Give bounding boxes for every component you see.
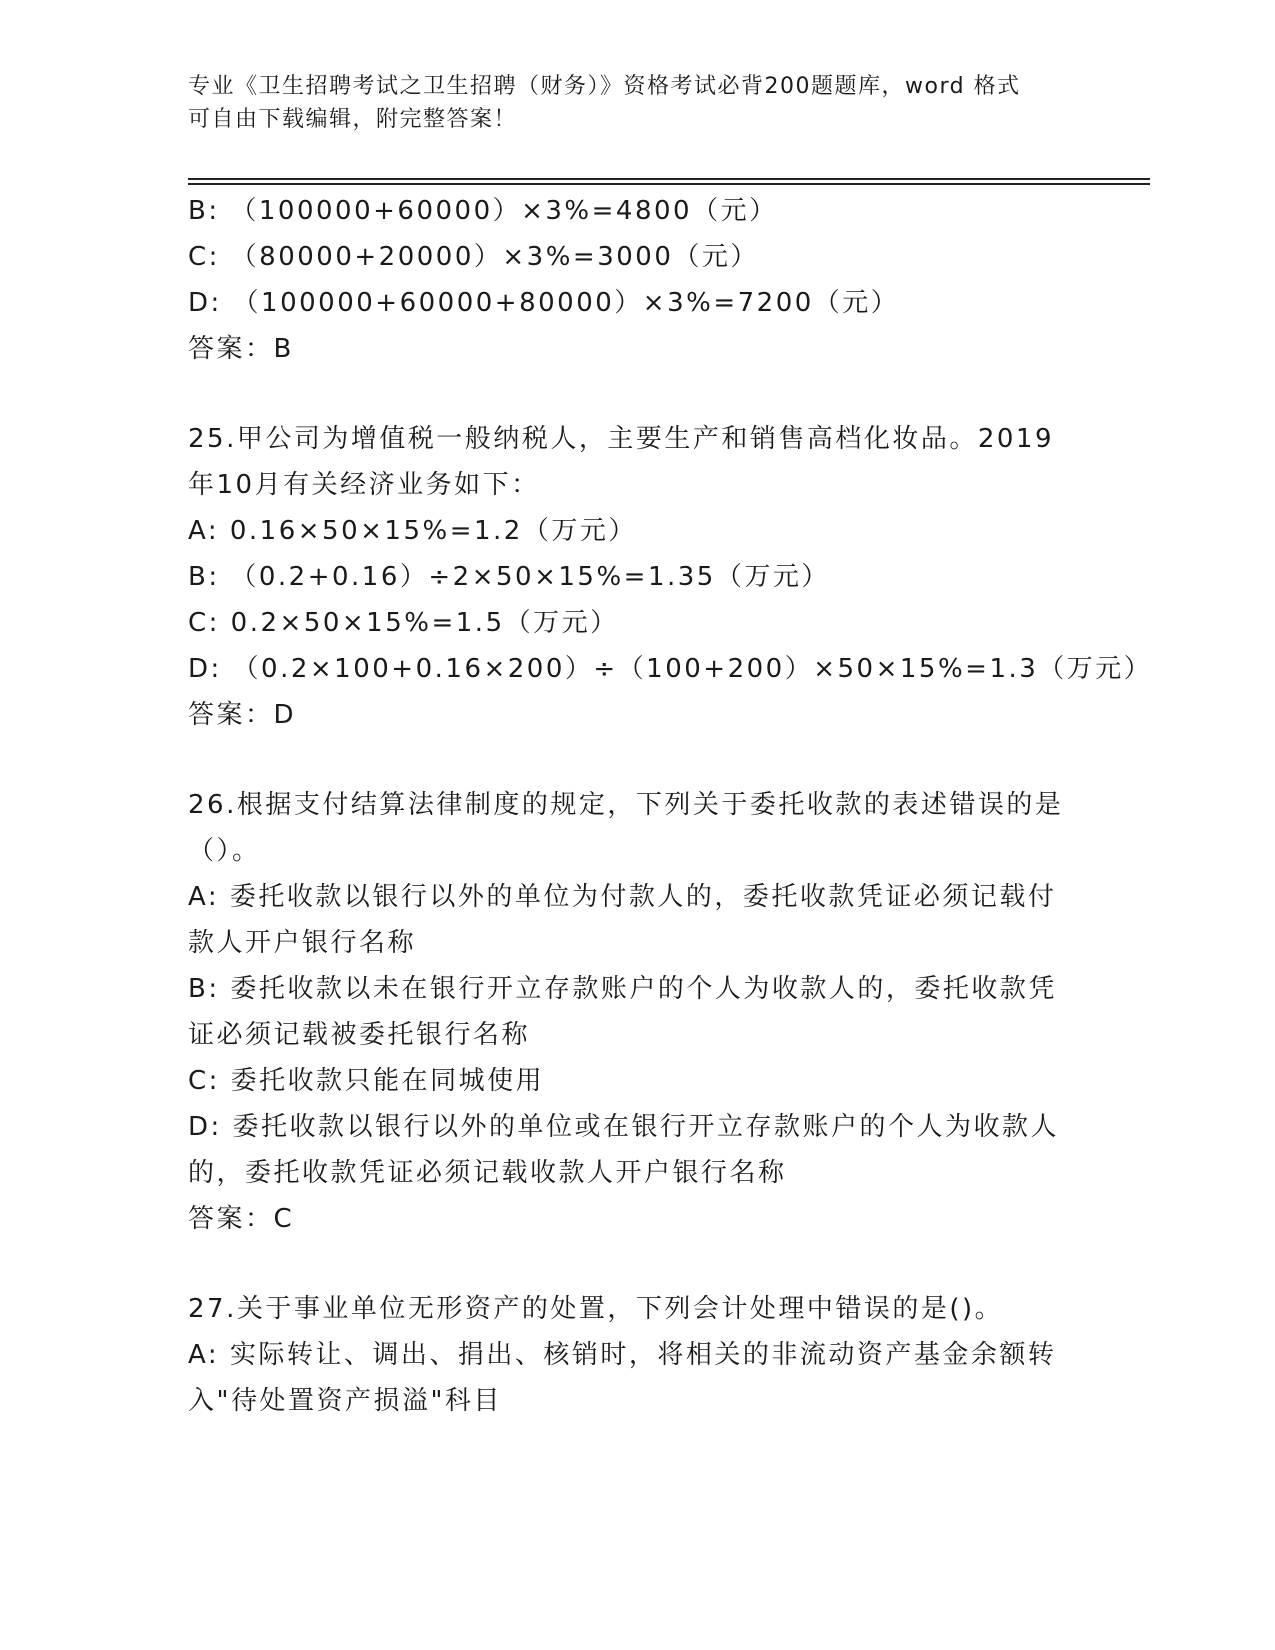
question-stem: 25.甲公司为增值税一般纳税人，主要生产和销售高档化妆品。2019	[188, 424, 1055, 454]
header-title-line2: 可自由下载编辑，附完整答案！	[188, 107, 518, 132]
question-stem-cont: （）。	[188, 836, 261, 866]
option-b-cont: 证必须记载被委托银行名称	[188, 1020, 531, 1050]
option-a: A: 0.16×50×15%=1.2（万元）	[188, 516, 637, 546]
option-d-cont: 的，委托收款凭证必须记载收款人开户银行名称	[188, 1158, 787, 1188]
question-24-tail	[188, 188, 1088, 372]
option-b: B: （100000+60000）×3%=4800（元）	[188, 196, 778, 226]
option-c: C: （80000+20000）×3%=3000（元）	[188, 242, 759, 272]
document-header	[188, 70, 1068, 136]
header-divider-bottom	[188, 183, 1150, 185]
question-list	[188, 188, 1153, 1424]
option-c: C: 委托收款只能在同城使用	[188, 1066, 545, 1096]
question-26	[188, 782, 1088, 1242]
option-b: B: （0.2+0.16）÷2×50×15%=1.35（万元）	[188, 562, 830, 592]
option-c: C: 0.2×50×15%=1.5（万元）	[188, 608, 619, 638]
question-stem: 26.根据支付结算法律制度的规定，下列关于委托收款的表述错误的是	[188, 790, 1064, 820]
header-divider-top	[188, 178, 1150, 180]
answer: 答案：D	[188, 700, 297, 730]
option-d: D: （0.2×100+0.16×200）÷（100+200）×50×15%=1.3（万元）	[188, 654, 1153, 684]
answer: 答案：B	[188, 334, 294, 364]
option-d: D: （100000+60000+80000）×3%=7200（元）	[188, 288, 900, 318]
question-stem-cont: 年10月有关经济业务如下：	[188, 470, 540, 500]
option-d: D: 委托收款以银行以外的单位或在银行开立存款账户的个人为收款人	[188, 1112, 1060, 1142]
option-a: A: 委托收款以银行以外的单位为付款人的，委托收款凭证必须记载付	[188, 882, 1057, 912]
question-stem: 27.关于事业单位无形资产的处置，下列会计处理中错误的是()。	[188, 1294, 1004, 1324]
option-a-cont: 款人开户银行名称	[188, 928, 417, 958]
question-27	[188, 1286, 1088, 1424]
option-a: A: 实际转让、调出、捐出、核销时，将相关的非流动资产基金余额转	[188, 1340, 1057, 1370]
question-25	[188, 416, 1153, 738]
option-a-cont: 入"待处置资产损溢"科目	[188, 1386, 502, 1416]
option-b: B: 委托收款以未在银行开立存款账户的个人为收款人的，委托收款凭	[188, 974, 1057, 1004]
header-title-line1: 专业《卫生招聘考试之卫生招聘（财务）》资格考试必背200题题库，word 格式	[188, 74, 1021, 99]
answer: 答案：C	[188, 1204, 295, 1234]
